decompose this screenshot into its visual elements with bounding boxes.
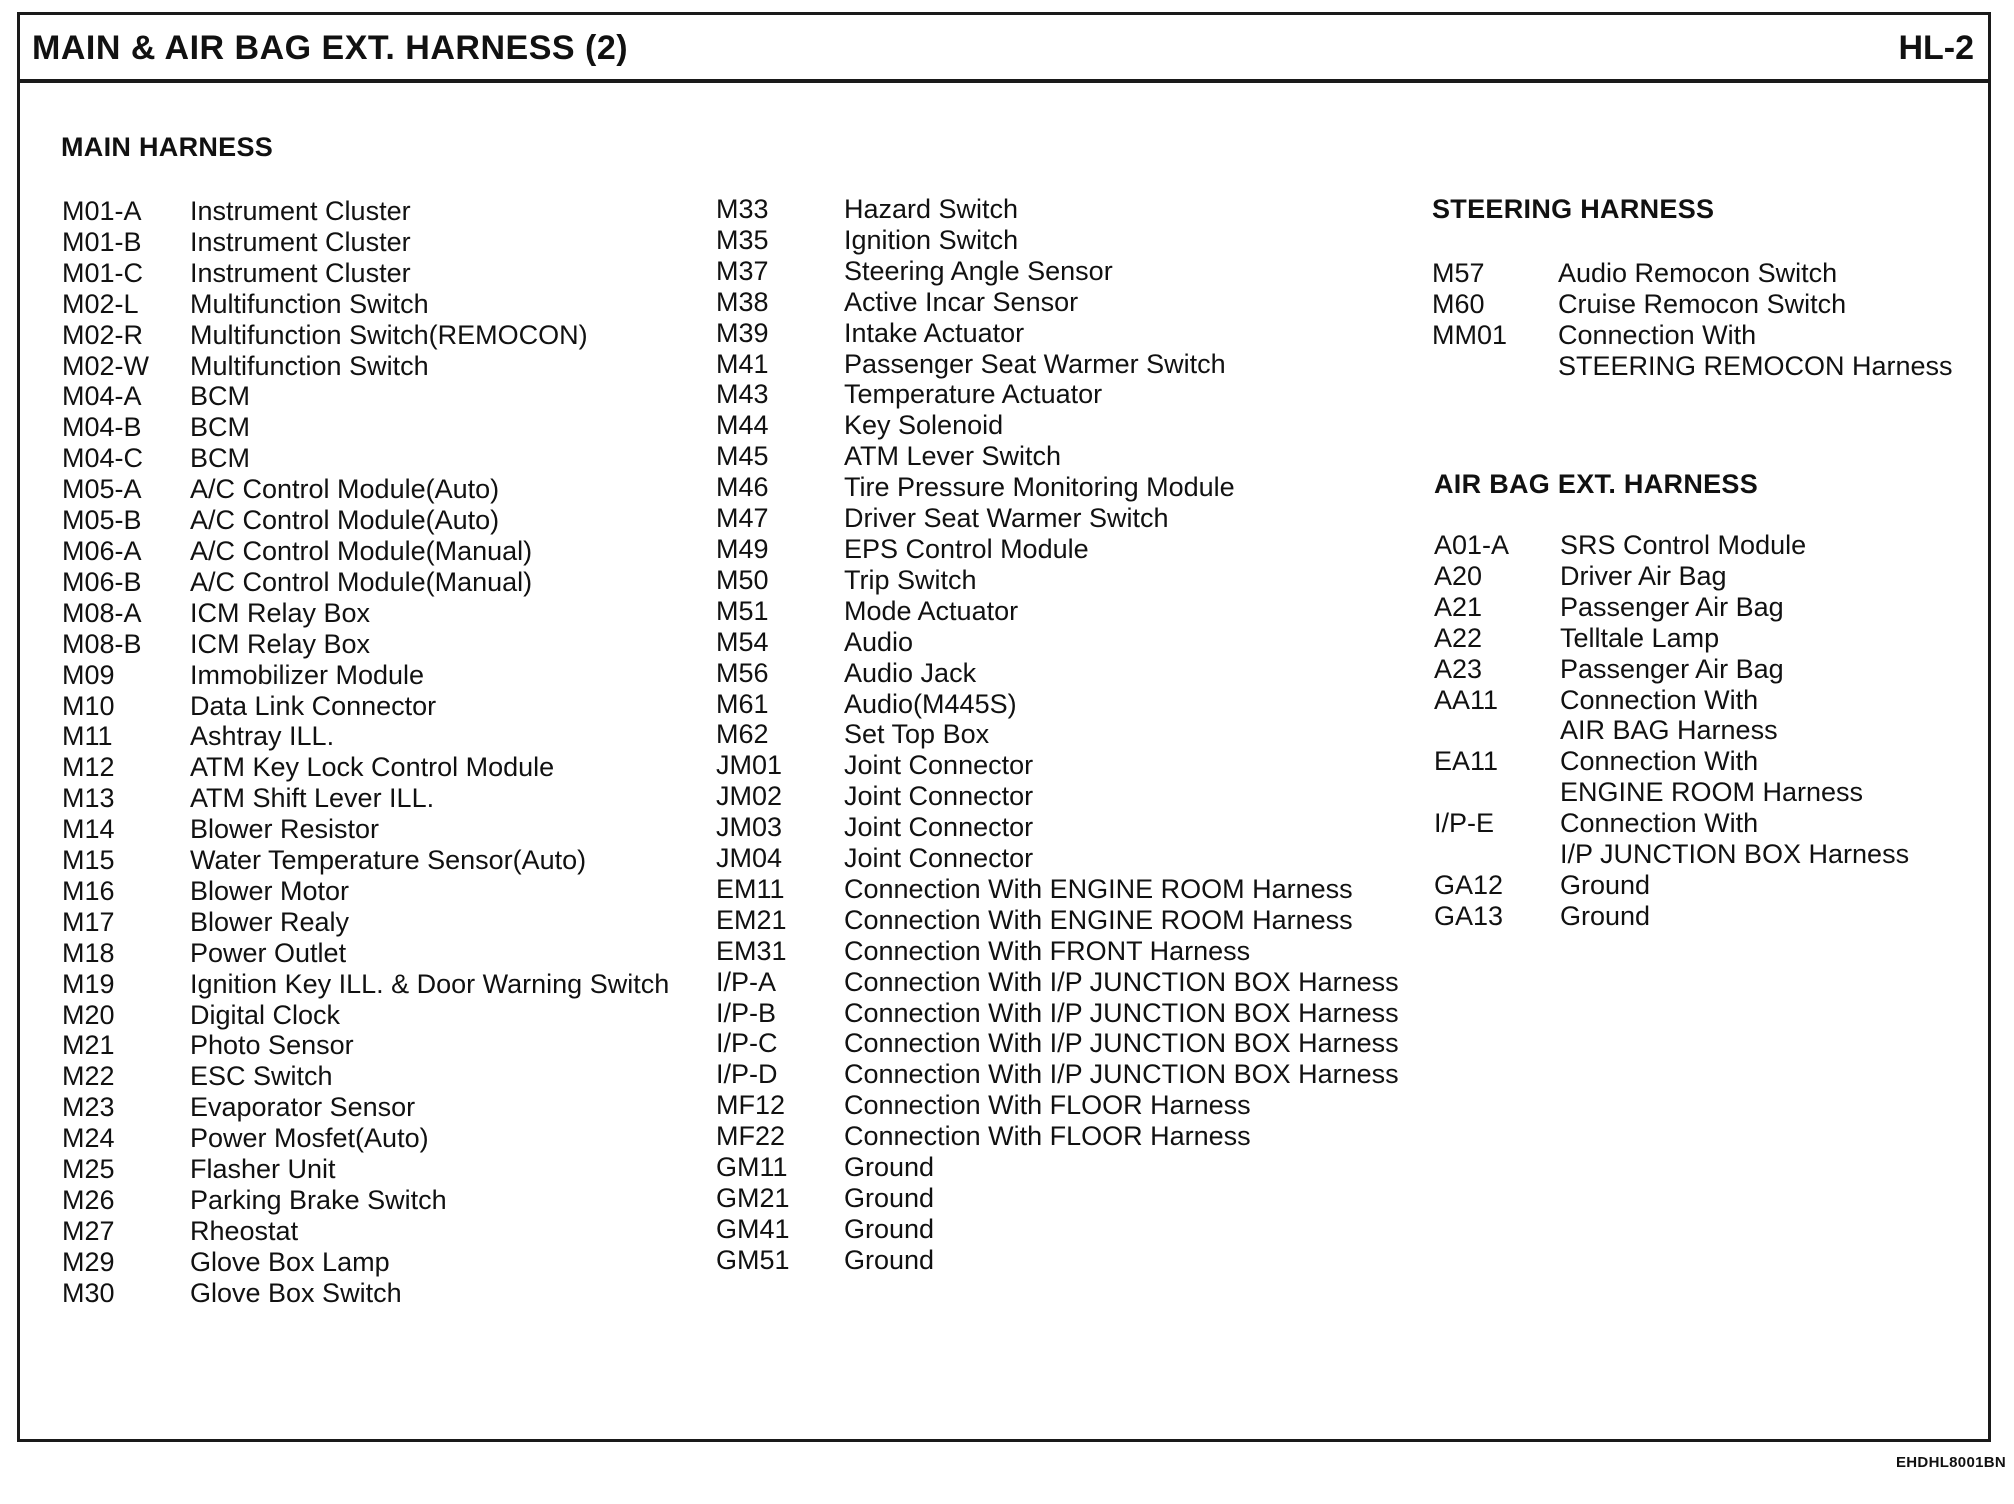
connector-description: Connection With I/P JUNCTION BOX Harness — [844, 966, 1399, 997]
connector-entry — [716, 349, 1399, 380]
connector-entry — [62, 1154, 669, 1185]
connector-description: Passenger Air Bag — [1560, 653, 1784, 684]
connector-entry — [1432, 258, 1953, 289]
connector-description: ICM Relay Box — [190, 597, 371, 628]
connector-code: M56 — [716, 657, 769, 688]
connector-description: Joint Connector — [844, 781, 1034, 812]
connector-code: M04-B — [62, 412, 142, 443]
connector-code: M51 — [716, 595, 769, 626]
connector-description: Instrument Cluster — [190, 226, 411, 257]
connector-code: M11 — [62, 721, 113, 752]
connector-entry — [62, 907, 669, 938]
connector-code: GM21 — [716, 1183, 790, 1213]
connector-code: GA13 — [1434, 900, 1504, 931]
connector-entry — [716, 998, 1399, 1029]
main-harness-list-col1 — [62, 196, 669, 1309]
connector-entry — [62, 845, 669, 876]
connector-description: Connection With ENGINE ROOM Harness — [844, 873, 1353, 904]
header-bar — [20, 15, 1988, 83]
connector-entry — [716, 1090, 1399, 1121]
connector-entry — [716, 1183, 1399, 1214]
connector-code: AA11 — [1434, 684, 1499, 715]
connector-description: Cruise Remocon Switch — [1558, 288, 1847, 319]
air-bag-ext-harness-title: AIR BAG EXT. HARNESS — [1434, 469, 1759, 499]
connector-entry — [62, 505, 669, 536]
air-bag-ext-harness-list — [1434, 530, 1909, 932]
connector-code: M60 — [1432, 288, 1485, 319]
connector-description: Connection With I/P JUNCTION BOX Harness — [844, 997, 1399, 1028]
connector-entry — [62, 1030, 669, 1061]
connector-code: M38 — [716, 286, 769, 317]
connector-entry — [62, 752, 669, 783]
connector-entry — [62, 691, 669, 722]
connector-entry — [62, 1061, 669, 1092]
connector-code: M15 — [62, 845, 115, 876]
connector-code: M50 — [716, 564, 769, 595]
connector-code: M14 — [62, 814, 115, 845]
connector-description: A/C Control Module(Manual) — [190, 566, 533, 597]
connector-entry — [716, 689, 1399, 720]
connector-description: Audio Jack — [844, 657, 977, 688]
connector-entry — [1434, 561, 1909, 592]
connector-entry — [62, 629, 669, 660]
connector-description: A/C Control Module(Auto) — [190, 505, 500, 536]
connector-code: EA11 — [1434, 746, 1499, 777]
connector-entry — [716, 472, 1399, 503]
connector-code: JM01 — [716, 750, 783, 781]
connector-entry — [62, 443, 669, 474]
connector-entry — [1434, 685, 1909, 747]
connector-code: M46 — [716, 472, 769, 503]
connector-description: Data Link Connector — [190, 690, 437, 721]
connector-entry — [716, 812, 1399, 843]
connector-description: Connection With ENGINE ROOM Harness — [844, 904, 1353, 935]
figure-code: EHDHL8001BN — [1896, 1454, 2006, 1471]
connector-description: Key Solenoid — [844, 410, 1004, 441]
connector-entry — [716, 565, 1399, 596]
connector-entry — [716, 1214, 1399, 1245]
connector-entry — [716, 596, 1399, 627]
connector-entry — [62, 876, 669, 907]
connector-code: M41 — [716, 348, 769, 379]
connector-entry — [62, 1185, 669, 1216]
connector-entry — [716, 658, 1399, 689]
connector-code: JM03 — [716, 812, 783, 843]
connector-description: Audio — [844, 626, 914, 657]
connector-code: I/P-E — [1434, 808, 1495, 839]
connector-description: Intake Actuator — [844, 317, 1025, 348]
connector-entry — [62, 721, 669, 752]
connector-code: MM01 — [1432, 319, 1508, 350]
connector-entry — [1434, 808, 1909, 870]
connector-description: Evaporator Sensor — [190, 1092, 416, 1123]
connector-description: Digital Clock — [190, 999, 341, 1030]
connector-description: Hazard Switch — [844, 194, 1019, 224]
connector-code: GM51 — [716, 1244, 790, 1275]
connector-entry — [716, 287, 1399, 318]
connector-entry — [62, 474, 669, 505]
connector-code: M43 — [716, 379, 769, 410]
main-harness-title: MAIN HARNESS — [61, 132, 274, 162]
connector-description: Passenger Seat Warmer Switch — [844, 348, 1226, 379]
connector-description: Multifunction Switch — [190, 288, 429, 319]
connector-description: ATM Shift Lever ILL. — [190, 783, 435, 814]
connector-description: ATM Key Lock Control Module — [190, 752, 555, 783]
connector-code: M04-A — [62, 381, 142, 412]
connector-entry — [716, 1152, 1399, 1183]
connector-entry — [716, 379, 1399, 410]
connector-entry — [716, 1245, 1399, 1276]
connector-entry — [62, 289, 669, 320]
connector-entry — [716, 627, 1399, 658]
connector-entry — [716, 1059, 1399, 1090]
connector-entry — [716, 1028, 1399, 1059]
connector-description: BCM — [190, 381, 250, 412]
connector-entry — [62, 814, 669, 845]
connector-entry — [716, 750, 1399, 781]
connector-entry — [716, 410, 1399, 441]
connector-description: Ashtray ILL. — [190, 721, 335, 752]
connector-code: M05-B — [62, 505, 142, 536]
connector-code: M06-B — [62, 566, 142, 597]
connector-code: M25 — [62, 1154, 115, 1185]
connector-entry — [716, 936, 1399, 967]
connector-code: M39 — [716, 317, 769, 348]
connector-code: I/P-D — [716, 1059, 778, 1090]
connector-code: M45 — [716, 441, 769, 472]
connector-entry — [1434, 746, 1909, 808]
connector-entry — [716, 781, 1399, 812]
connector-entry — [716, 194, 1399, 225]
connector-entry — [1434, 623, 1909, 654]
connector-code: M01-B — [62, 226, 142, 257]
connector-entry — [62, 660, 669, 691]
connector-entry — [1434, 530, 1909, 561]
connector-code: M44 — [716, 410, 769, 441]
connector-description: Connection With I/P JUNCTION BOX Harness — [844, 1059, 1399, 1090]
connector-code: EM31 — [716, 935, 787, 966]
connector-entry — [716, 874, 1399, 905]
connector-code: A21 — [1434, 591, 1483, 622]
connector-code: JM02 — [716, 781, 783, 812]
connector-description: BCM — [190, 443, 250, 474]
connector-entry — [1434, 901, 1909, 932]
connector-entry — [62, 938, 669, 969]
connector-description: Ignition Key ILL. & Door Warning Switch — [190, 968, 670, 999]
connector-description: Connection With STEERING REMOCON Harness — [1558, 319, 1953, 381]
connector-entry — [62, 969, 669, 1000]
connector-entry — [1434, 654, 1909, 685]
connector-code: M54 — [716, 626, 769, 657]
connector-code: I/P-B — [716, 997, 777, 1028]
page-code: HL-2 — [1898, 29, 1974, 67]
connector-description: BCM — [190, 412, 250, 443]
connector-description: Instrument Cluster — [190, 257, 411, 288]
connector-code: M33 — [716, 194, 769, 224]
connector-description: Connection With FLOOR Harness — [844, 1090, 1251, 1121]
connector-code: M37 — [716, 255, 769, 286]
connector-description: Multifunction Switch — [190, 350, 429, 381]
connector-entry — [62, 567, 669, 598]
connector-code: MF12 — [716, 1090, 786, 1121]
connector-description: Ground — [844, 1183, 935, 1213]
connector-entry — [716, 843, 1399, 874]
connector-code: M01-C — [62, 257, 144, 288]
connector-entry — [716, 441, 1399, 472]
connector-code: M20 — [62, 999, 115, 1030]
connector-description: Telltale Lamp — [1560, 622, 1720, 653]
connector-description: Ground — [1560, 900, 1651, 931]
connector-entry — [716, 256, 1399, 287]
connector-code: M57 — [1432, 258, 1485, 288]
connector-description: Mode Actuator — [844, 595, 1019, 626]
connector-code: M17 — [62, 906, 115, 937]
connector-description: Blower Resistor — [190, 814, 380, 845]
connector-code: M13 — [62, 783, 115, 814]
connector-code: M61 — [716, 688, 769, 719]
connector-description: Driver Air Bag — [1560, 560, 1727, 591]
connector-code: M06-A — [62, 535, 142, 566]
connector-description: Driver Seat Warmer Switch — [844, 503, 1169, 534]
connector-code: EM11 — [716, 873, 785, 904]
connector-description: EPS Control Module — [844, 533, 1089, 564]
connector-entry — [62, 1216, 669, 1247]
connector-code: EM21 — [716, 904, 787, 935]
connector-description: A/C Control Module(Auto) — [190, 474, 500, 505]
connector-code: M47 — [716, 503, 769, 534]
connector-entry — [716, 503, 1399, 534]
connector-entry — [62, 1000, 669, 1031]
connector-code: GM41 — [716, 1213, 790, 1244]
connector-description: Photo Sensor — [190, 1030, 354, 1061]
connector-description: ICM Relay Box — [190, 628, 371, 659]
connector-entry — [62, 351, 669, 382]
connector-code: M21 — [62, 1030, 115, 1061]
connector-description: SRS Control Module — [1560, 530, 1807, 560]
connector-description: A/C Control Module(Manual) — [190, 535, 533, 566]
connector-code: M02-L — [62, 288, 139, 319]
connector-code: M26 — [62, 1185, 115, 1215]
connector-description: Set Top Box — [844, 719, 990, 750]
connector-description: Trip Switch — [844, 564, 977, 595]
connector-code: A01-A — [1434, 530, 1510, 560]
connector-code: A20 — [1434, 560, 1483, 591]
connector-description: Ground — [844, 1213, 935, 1244]
connector-description: Connection With AIR BAG Harness — [1560, 684, 1778, 746]
connector-code: M29 — [62, 1246, 115, 1277]
connector-description: Power Outlet — [190, 937, 347, 968]
connector-code: M27 — [62, 1215, 115, 1246]
connector-entry — [62, 320, 669, 351]
connector-code: JM04 — [716, 843, 783, 874]
connector-description: Ground — [1560, 869, 1651, 900]
connector-description: Instrument Cluster — [190, 196, 411, 226]
connector-description: Rheostat — [190, 1215, 299, 1246]
connector-code: M02-R — [62, 319, 144, 350]
connector-code: A23 — [1434, 653, 1483, 684]
connector-description: Ground — [844, 1244, 935, 1275]
connector-code: M24 — [62, 1123, 115, 1154]
connector-description: Audio(M445S) — [844, 688, 1017, 719]
connector-entry — [62, 1278, 669, 1309]
connector-description: Audio Remocon Switch — [1558, 258, 1838, 288]
connector-code: M05-A — [62, 474, 142, 505]
connector-description: Joint Connector — [844, 843, 1034, 874]
connector-code: GA12 — [1434, 869, 1504, 900]
connector-description: Connection With ENGINE ROOM Harness — [1560, 746, 1864, 808]
connector-entry — [62, 196, 669, 227]
connector-code: M01-A — [62, 196, 142, 226]
connector-code: M19 — [62, 968, 115, 999]
connector-description: Joint Connector — [844, 750, 1034, 781]
connector-description: Active Incar Sensor — [844, 286, 1079, 317]
connector-entry — [1432, 320, 1953, 382]
connector-description: Blower Motor — [190, 875, 350, 906]
connector-code: I/P-A — [716, 966, 777, 997]
connector-description: Passenger Air Bag — [1560, 591, 1784, 622]
steering-harness-title: STEERING HARNESS — [1432, 194, 1715, 224]
connector-code: M16 — [62, 875, 115, 906]
connector-entry — [62, 536, 669, 567]
connector-entry — [716, 967, 1399, 998]
connector-code: M09 — [62, 659, 115, 690]
connector-entry — [716, 719, 1399, 750]
connector-code: M30 — [62, 1277, 115, 1308]
connector-code: M08-A — [62, 597, 142, 628]
connector-description: Glove Box Lamp — [190, 1246, 390, 1277]
connector-description: Immobilizer Module — [190, 659, 425, 690]
connector-description: Power Mosfet(Auto) — [190, 1123, 429, 1154]
connector-description: Glove Box Switch — [190, 1277, 402, 1308]
connector-entry — [62, 1092, 669, 1123]
connector-entry — [716, 905, 1399, 936]
connector-description: Steering Angle Sensor — [844, 255, 1113, 286]
connector-entry — [62, 412, 669, 443]
connector-entry — [62, 381, 669, 412]
connector-code: M18 — [62, 937, 115, 968]
connector-description: Ignition Switch — [844, 224, 1019, 255]
connector-description: Multifunction Switch(REMOCON) — [190, 319, 588, 350]
connector-description: Joint Connector — [844, 812, 1034, 843]
connector-code: M49 — [716, 533, 769, 564]
connector-entry — [62, 1123, 669, 1154]
connector-code: M04-C — [62, 443, 144, 474]
connector-code: M02-W — [62, 350, 149, 381]
connector-description: Connection With I/P JUNCTION BOX Harness — [844, 1028, 1399, 1059]
connector-description: ATM Lever Switch — [844, 441, 1062, 472]
connector-code: A22 — [1434, 622, 1483, 653]
connector-code: MF22 — [716, 1121, 786, 1152]
connector-code: GM11 — [716, 1152, 788, 1183]
connector-code: M22 — [62, 1061, 115, 1092]
main-harness-list-col2 — [716, 194, 1399, 1276]
connector-code: M08-B — [62, 628, 142, 659]
connector-entry — [62, 258, 669, 289]
connector-description: Flasher Unit — [190, 1154, 336, 1185]
connector-entry — [1434, 870, 1909, 901]
page-title: MAIN & AIR BAG EXT. HARNESS (2) — [32, 29, 629, 67]
connector-code: M35 — [716, 224, 769, 255]
connector-code: M62 — [716, 719, 769, 750]
connector-entry — [62, 598, 669, 629]
connector-code: M10 — [62, 690, 115, 721]
connector-description: Connection With FLOOR Harness — [844, 1121, 1251, 1152]
connector-entry — [716, 225, 1399, 256]
connector-description: Water Temperature Sensor(Auto) — [190, 845, 587, 876]
connector-entry — [1434, 592, 1909, 623]
connector-code: M23 — [62, 1092, 115, 1123]
connector-description: ESC Switch — [190, 1061, 333, 1092]
connector-entry — [62, 1247, 669, 1278]
connector-entry — [62, 783, 669, 814]
steering-harness-list — [1432, 258, 1953, 382]
connector-description: Temperature Actuator — [844, 379, 1103, 410]
connector-description: Ground — [844, 1152, 935, 1183]
connector-description: Blower Realy — [190, 906, 350, 937]
connector-description: Connection With FRONT Harness — [844, 935, 1251, 966]
connector-entry — [1432, 289, 1953, 320]
connector-entry — [62, 227, 669, 258]
connector-description: Tire Pressure Monitoring Module — [844, 472, 1235, 503]
connector-entry — [716, 318, 1399, 349]
connector-description: Parking Brake Switch — [190, 1185, 447, 1215]
connector-description: Connection With I/P JUNCTION BOX Harness — [1560, 808, 1910, 870]
connector-entry — [716, 1121, 1399, 1152]
connector-code: I/P-C — [716, 1028, 778, 1059]
connector-code: M12 — [62, 752, 115, 783]
connector-entry — [716, 534, 1399, 565]
